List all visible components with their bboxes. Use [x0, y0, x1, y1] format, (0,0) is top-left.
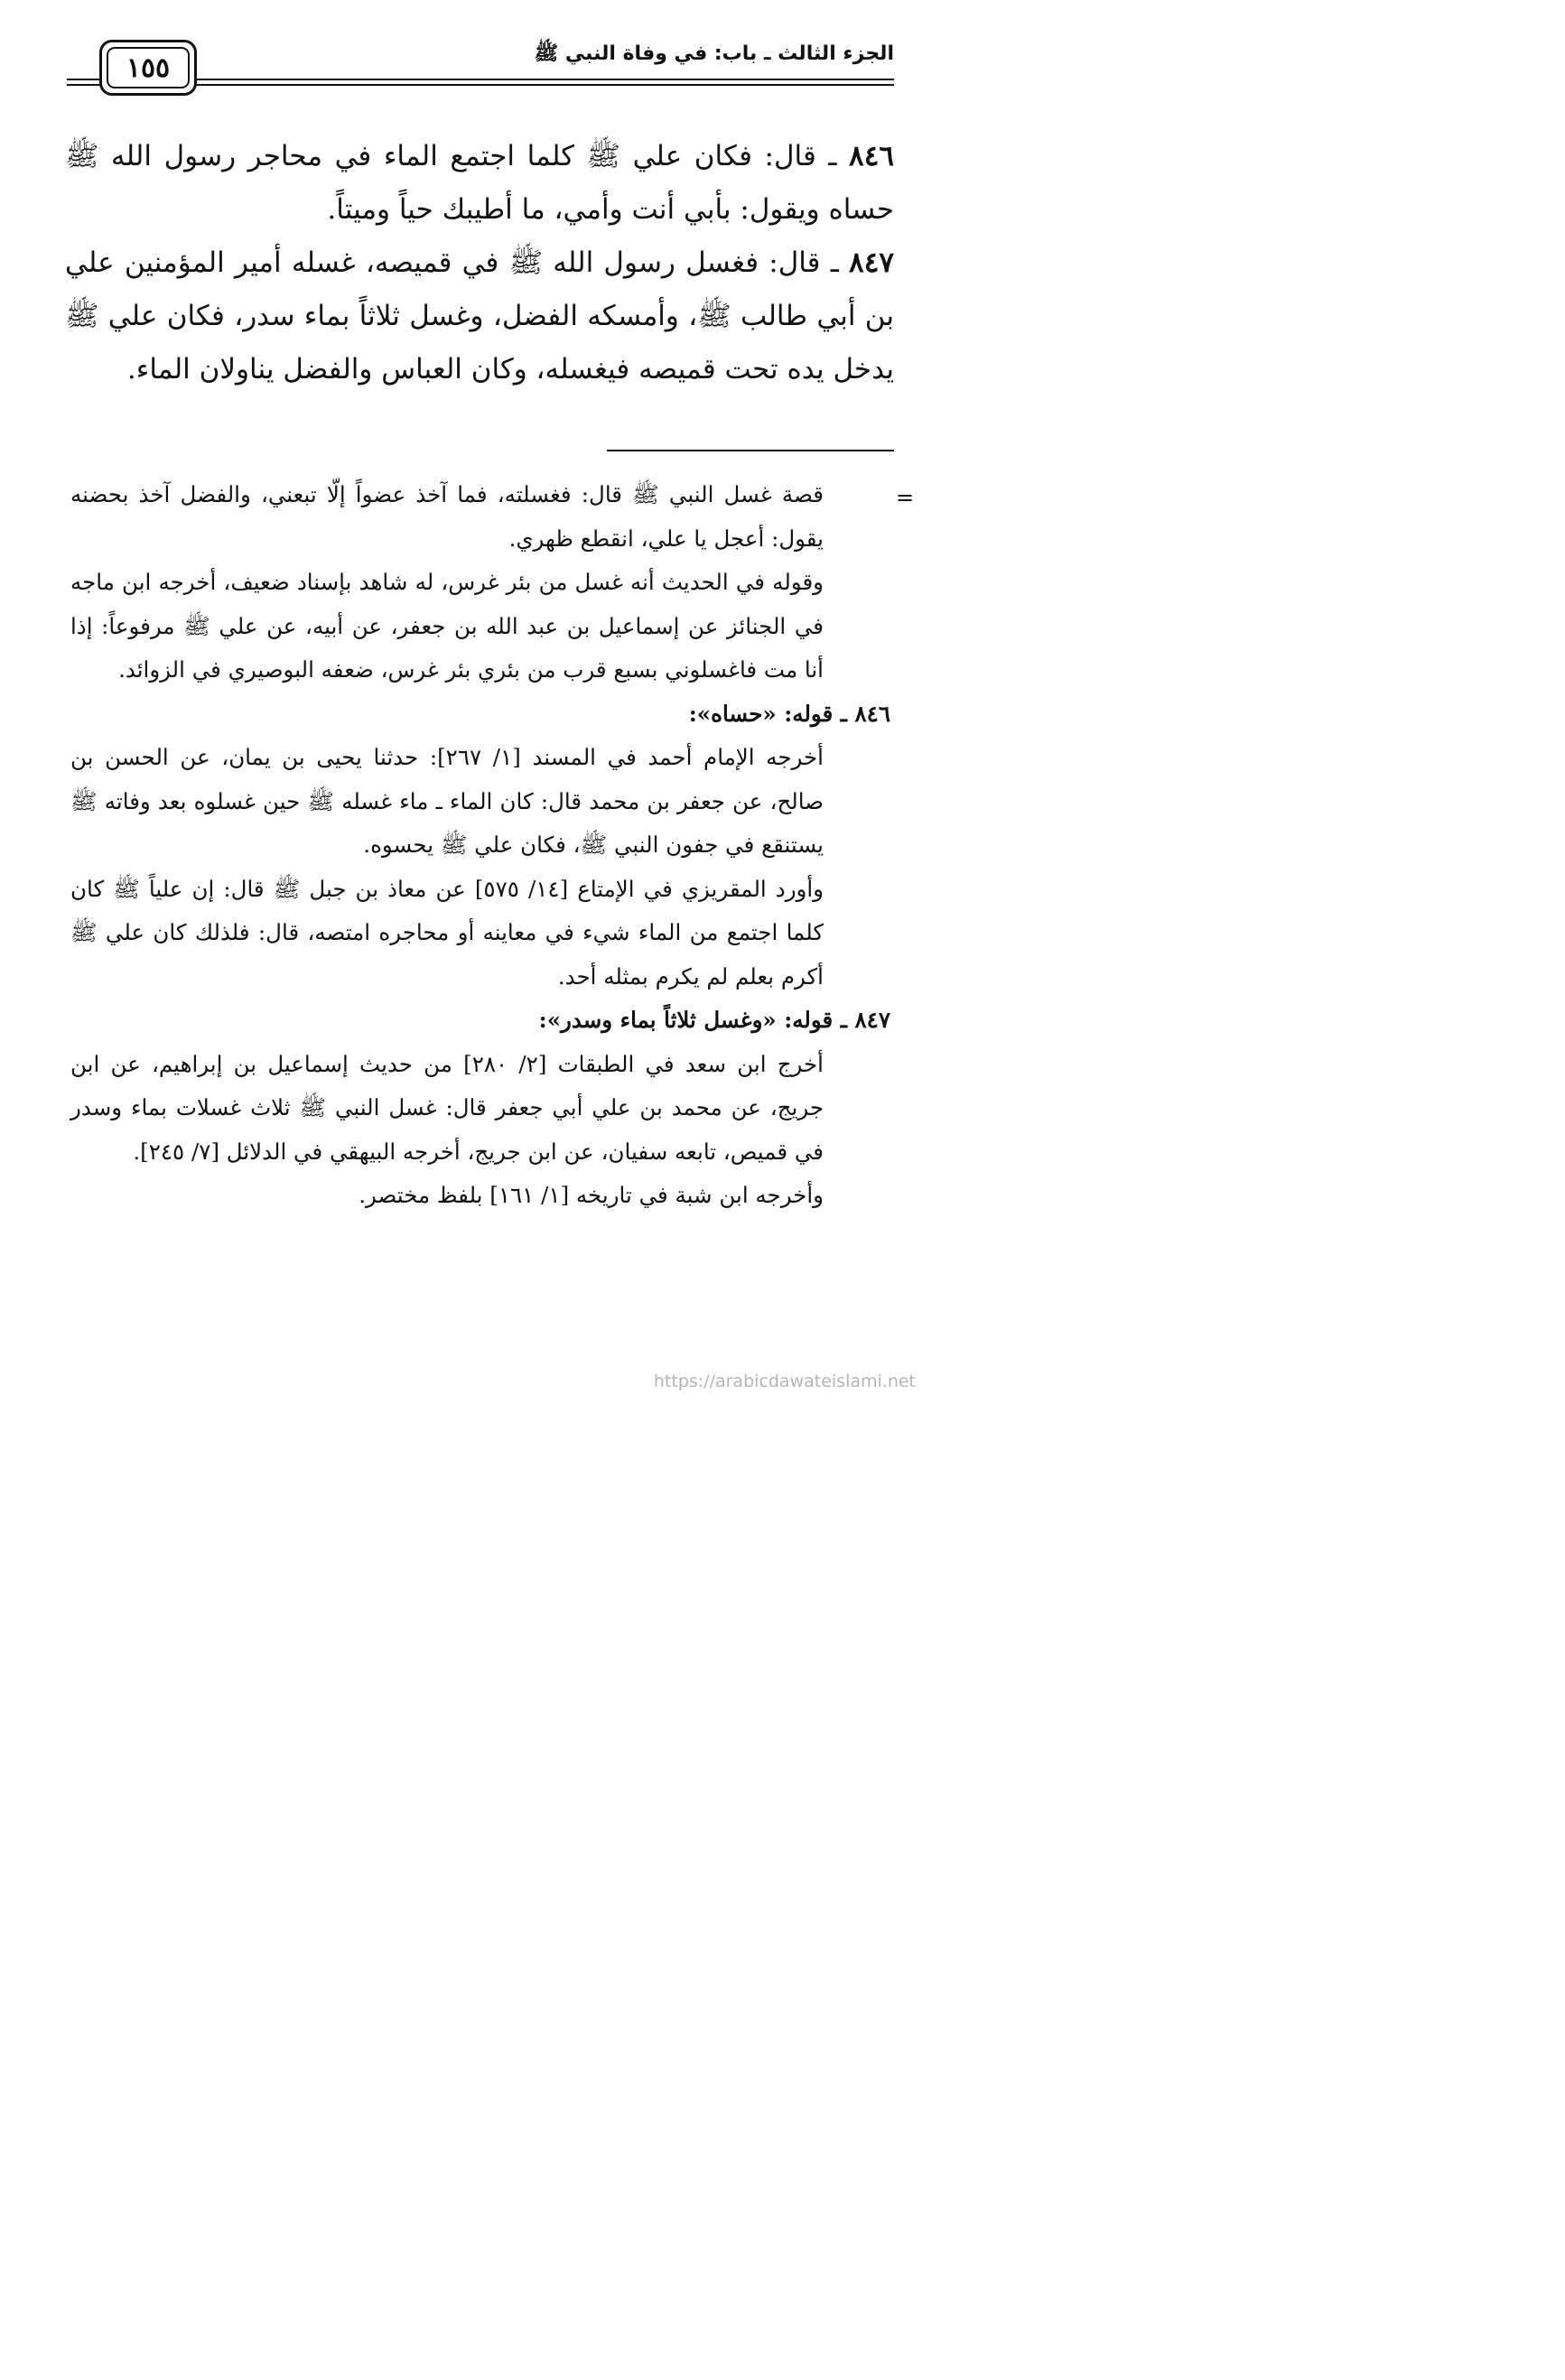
hadith-text: ـ قال: فكان علي ﷺ كلما اجتمع الماء في محاجر رسول الله ﷺ حساه ويقول: بأبي أنت وأمي، ما أطيبك حياً وميتاً.: [65, 140, 894, 226]
main-text: [65, 130, 894, 396]
footnote-846-heading: ٨٤٦ ـ قوله: «حساه»:: [688, 700, 890, 727]
hadith-847: [65, 237, 894, 396]
footnote-846-paragraph: وأورد المقريزي في الإمتاع [١٤/ ٥٧٥] عن معاذ بن جبل ﷺ قال: إن علياً ﷺ كان كلما اجتمع من الماء شيء في معاينه أو محاجره امتصه، قال: فلذلك كان علي ﷺ أكرم بعلم لم يكرم بمثله أحد.: [70, 875, 824, 990]
footnote-846-paragraph: أخرجه الإمام أحمد في المسند [١/ ٢٦٧]: حدثنا يحيى بن يمان، عن الحسن بن صالح، عن جعفر بن محمد قال: كان الماء ـ ماء غسله ﷺ حين غسلوه بعد وفاته ﷺ يستنقع في جفون النبي ﷺ، فكان علي ﷺ يحسوه.: [70, 744, 824, 858]
page-number: ١٥٥: [126, 51, 171, 84]
footnote-separator: [607, 450, 894, 451]
hadith-846: [65, 130, 894, 237]
page-number-frame: [99, 40, 197, 96]
footnote-847-paragraph: وأخرجه ابن شبة في تاريخه [١/ ١٦١] بلفظ مختصر.: [359, 1182, 824, 1208]
footnote-847-heading: ٨٤٧ ـ قوله: «وغسل ثلاثاً بماء وسدر»:: [538, 1007, 890, 1033]
running-header: الجزء الثالث ـ باب: في وفاة النبي ﷺ: [534, 42, 894, 65]
footnotes: [70, 473, 890, 1218]
footnote-847-paragraph: أخرج ابن سعد في الطبقات [٢/ ٢٨٠] من حديث إسماعيل بن إبراهيم، عن ابن جريج، عن محمد بن علي أبي جعفر قال: غسل النبي ﷺ ثلاث غسلات بماء وسدر في قميص، تابعه سفيان، عن ابن جريج، أخرجه البيهقي في الدلائل [٧/ ٢٤٥].: [70, 1050, 824, 1165]
book-page: [0, 0, 925, 1406]
hadith-number: ٨٤٧: [849, 246, 894, 279]
footnote-continued: قصة غسل النبي ﷺ قال: فغسلته، فما آخذ عضواً إلّا تبعني، والفضل آخذ بحضنه يقول: أعجل يا علي، انقطع ظهري.: [70, 481, 824, 552]
hadith-number: ٨٤٦: [849, 140, 894, 172]
continuation-mark: =: [896, 485, 915, 510]
hadith-text: ـ قال: فغسل رسول الله ﷺ في قميصه، غسله أمير المؤمنين علي بن أبي طالب ﷺ، وأمسكه الفضل، وغسل ثلاثاً بماء سدر، فكان علي ﷺ يدخل يده تحت قميصه فيغسله، وكان العباس والفضل يناولان الماء.: [65, 246, 894, 386]
watermark-url: https://arabicdawateislami.net: [653, 1371, 916, 1391]
footnote-well: وقوله في الحديث أنه غسل من بئر غرس، له شاهد بإسناد ضعيف، أخرجه ابن ماجه في الجنائز عن إسماعيل بن عبد الله بن جعفر، عن أبيه، عن علي ﷺ مرفوعاً: إذا أنا مت فاغسلوني بسبع قرب من بئري بئر غرس، ضعفه البوصيري في الزوائد.: [70, 569, 824, 683]
